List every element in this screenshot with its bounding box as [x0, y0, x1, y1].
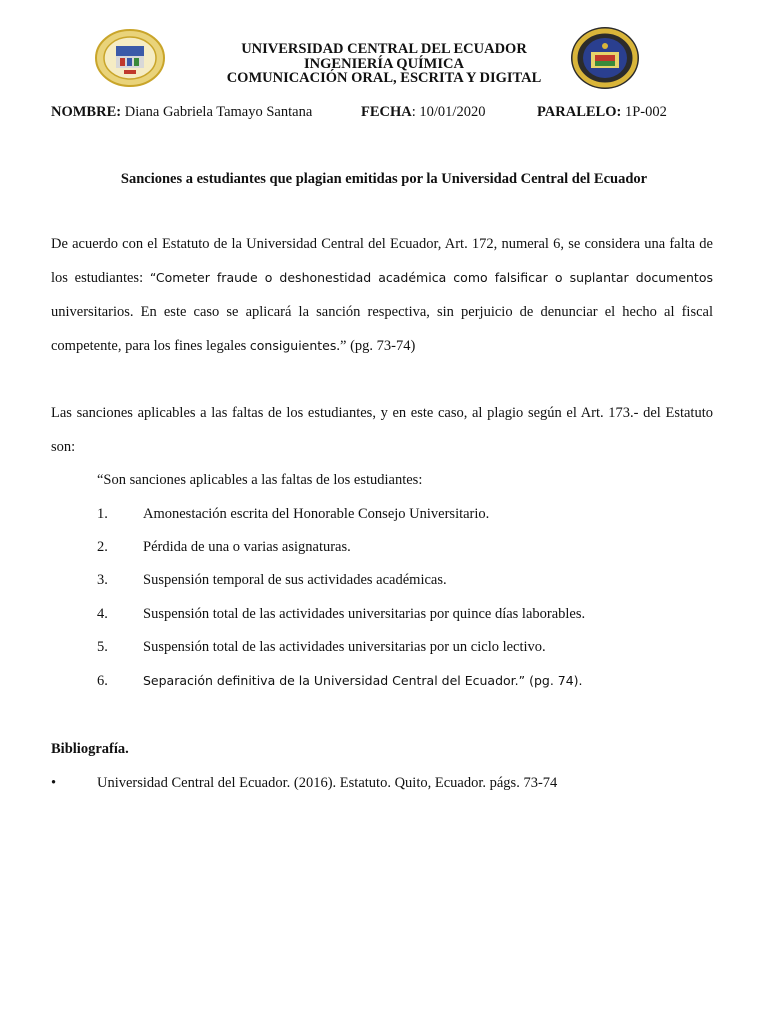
- fecha-label: FECHA: [361, 104, 412, 120]
- paralelo-value: 1P-002: [621, 104, 667, 120]
- list-intro: “Son sanciones aplicables a las faltas de los estudiantes:: [97, 472, 423, 488]
- list-item-text: Separación definitiva de la Universidad Central del Ecuador.” (pg. 74).: [143, 673, 583, 688]
- date: [361, 104, 485, 121]
- paralelo-label: PARALELO:: [537, 104, 622, 120]
- paragraph-1-text-a: De acuerdo con el Estatuto de la Universidad Central del Ecuador, Art. 172, numeral 6, se considera una falta de los estudiantes:: [51, 236, 713, 286]
- bullet-icon: •: [51, 775, 57, 791]
- faculty-name: INGENIERÍA QUÍMICA: [304, 55, 464, 72]
- nombre-label: NOMBRE:: [51, 104, 122, 120]
- list-item-number: 2.: [97, 539, 108, 555]
- paragraph-1: [51, 227, 713, 363]
- document-title: Sanciones a estudiantes que plagian emitidas por la Universidad Central del Ecuador: [120, 171, 648, 187]
- fecha-value: : 10/01/2020: [411, 104, 486, 120]
- nombre-value: Diana Gabriela Tamayo Santana: [121, 104, 313, 120]
- paragraph-2: Las sanciones aplicables a las faltas de los estudiantes, y en este caso, al plagio según el Art. 173.- del Estatuto son:: [51, 405, 713, 455]
- list-item-text: Suspensión temporal de sus actividades académicas.: [143, 572, 447, 588]
- bibliography-title: Bibliografía.: [51, 741, 129, 757]
- paragraph-1-text-b: universitarios. En este caso se aplicará la sanción respectiva, sin perjuicio de denunciar el hecho al fiscal competente, para los fines legales: [51, 304, 713, 354]
- list-item-text: Suspensión total de las actividades universitarias por un ciclo lectivo.: [143, 639, 546, 655]
- list-item-number: 3.: [97, 572, 108, 588]
- list-item-text: Amonestación escrita del Honorable Consejo Universitario.: [143, 506, 490, 522]
- list-item-number: 4.: [97, 606, 108, 622]
- paragraph-1-quote: “Cometer fraude o deshonestidad académica como falsificar o suplantar documentos: [149, 270, 713, 285]
- list-item-number: 5.: [97, 639, 108, 655]
- list-item-text: Pérdida de una o varias asignaturas.: [143, 539, 351, 555]
- course-name: COMUNICACIÓN ORAL, ESCRITA Y DIGITAL: [226, 70, 542, 86]
- bibliography-item-text: Universidad Central del Ecuador. (2016). Estatuto. Quito, Ecuador. págs. 73-74: [97, 775, 558, 791]
- list-item-number: 6.: [97, 673, 108, 689]
- section: [537, 104, 667, 121]
- university-name: UNIVERSIDAD CENTRAL DEL ECUADOR: [241, 41, 527, 57]
- paragraph-1-text-c: .” (pg. 73-74): [336, 338, 416, 354]
- paragraph-1-quote-end: consiguientes: [249, 338, 337, 353]
- document-header: [0, 42, 768, 86]
- student-name: [51, 104, 312, 121]
- list-item-text: Suspensión total de las actividades universitarias por quince días laborables.: [143, 606, 586, 622]
- list-item-number: 1.: [97, 506, 108, 522]
